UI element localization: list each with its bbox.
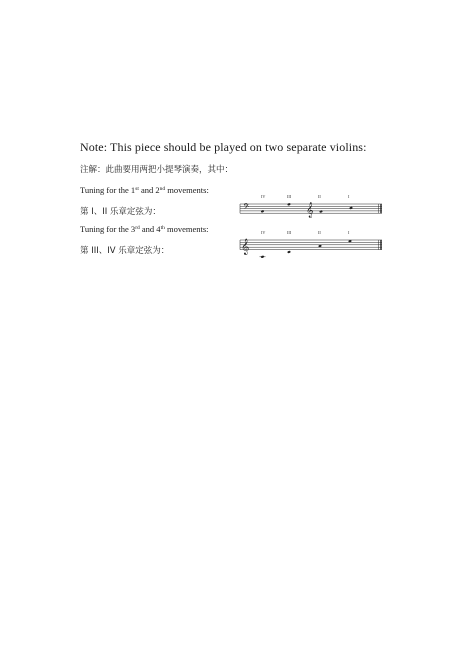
string-label-i: I bbox=[348, 194, 350, 199]
note-string-iii bbox=[287, 203, 291, 206]
tuning-2-label: Tuning for the 3rd and 4th movements: bbox=[80, 224, 209, 234]
bass-clef-icon: 𝄢 bbox=[243, 202, 250, 214]
note-string-iv bbox=[261, 255, 265, 258]
note-chinese: 注解：此曲要用两把小提琴演奏，其中： bbox=[80, 165, 234, 175]
staff-lines bbox=[240, 240, 382, 257]
string-label-ii: II bbox=[318, 194, 321, 199]
tuning-2-staff bbox=[238, 226, 384, 264]
treble-clef-icon: 𝄞 bbox=[306, 203, 314, 218]
treble-clef-icon: 𝄞 bbox=[241, 239, 250, 255]
tuning-1-label: Tuning for the 1st and 2nd movements: bbox=[80, 185, 209, 195]
note-string-iv bbox=[261, 210, 265, 213]
string-label-i: I bbox=[348, 230, 350, 235]
string-label-iii: III bbox=[287, 230, 292, 235]
note-string-ii bbox=[319, 210, 323, 213]
note-string-iii bbox=[287, 250, 291, 253]
note-english: Note: This piece should be played on two separate violins: bbox=[80, 140, 367, 154]
note-string-i bbox=[349, 206, 353, 209]
string-label-ii: II bbox=[318, 230, 321, 235]
tuning-1-chinese: 第 I、II 乐章定弦为： bbox=[80, 207, 161, 217]
string-label-iii: III bbox=[287, 194, 292, 199]
string-label-iv: IV bbox=[261, 230, 266, 235]
tuning-1-staff bbox=[238, 190, 384, 220]
string-label-iv: IV bbox=[261, 194, 266, 199]
tuning-2-chinese: 第 III、IV 乐章定弦为： bbox=[80, 246, 170, 256]
